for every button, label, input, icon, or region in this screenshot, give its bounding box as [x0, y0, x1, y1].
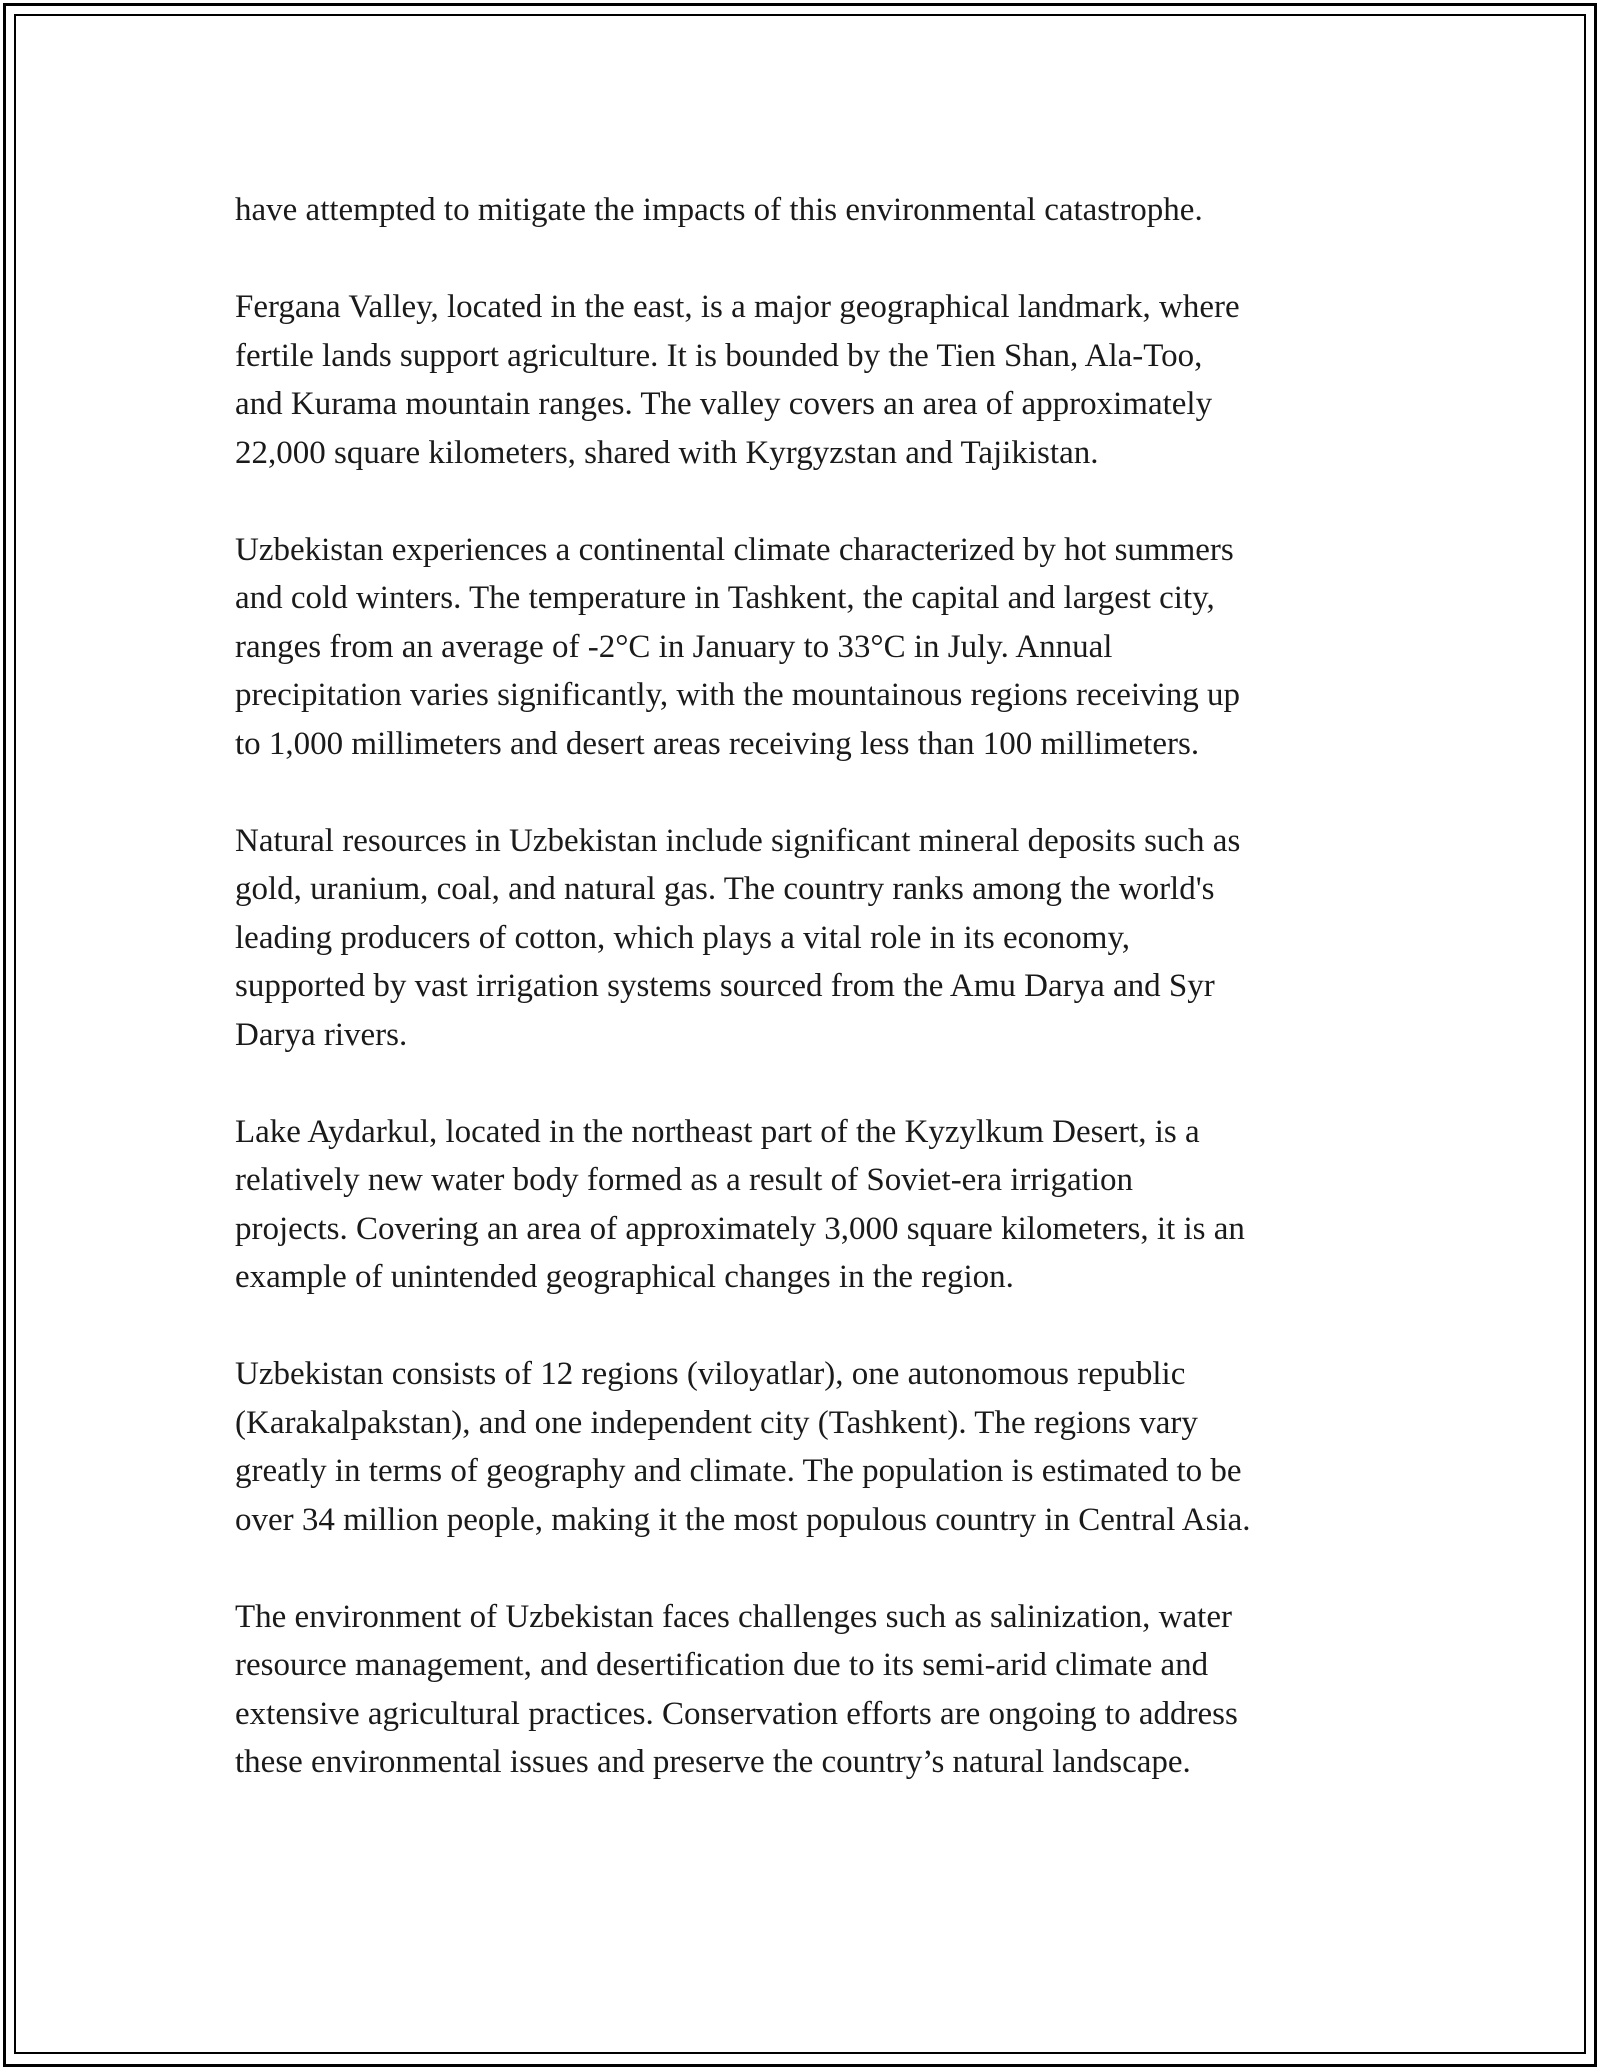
paragraph-climate: Uzbekistan experiences a continental climate characterized by hot summers and cold winters. The temperature in Tashkent, the capital and largest city, ranges from an average of -2°C in January to 33°C in July. Annual precipitation varies significantly, with the mountainous regions receiving up to 1,000 millimeters and desert areas receiving less than 100 millimeters.: [235, 531, 1241, 762]
paragraph-lake-aydarkul: Lake Aydarkul, located in the northeast part of the Kyzylkum Desert, is a relatively new water body formed as a result of Soviet-era irrigation projects. Covering an area of approximately 3,000 square kilometers, it is an example of unintended geographical changes in the region.: [235, 1113, 1245, 1295]
paragraph-natural-resources: Natural resources in Uzbekistan include significant mineral deposits such as gold, uranium, coal, and natural gas. The country ranks among the world's leading producers of cotton, which plays a vital role in its economy, supported by vast irrigation systems sourced from the Amu Darya and Syr Darya rivers.: [235, 822, 1241, 1053]
paragraph-administrative-divisions: Uzbekistan consists of 12 regions (viloyatlar), one autonomous republic (Karakalpakstan), and one independent city (Tashkent). The regions vary greatly in terms of geography and climate. The population is estimated to be over 34 million people, making it the most populous country in Central Asia.: [235, 1356, 1251, 1538]
paragraph-environment: The environment of Uzbekistan faces challenges such as salinization, water resource management, and desertification due to its semi-arid climate and extensive agricultural practices. Conservation efforts are ongoing to address these environmental issues and preserve the country’s natural landscape.: [235, 1598, 1238, 1780]
paragraph-continuation: have attempted to mitigate the impacts of this environmental catastrophe.: [235, 192, 1203, 228]
paragraph-fergana-valley: Fergana Valley, located in the east, is a major geographical landmark, where fertile lands support agriculture. It is bounded by the Tien Shan, Ala-Too, and Kurama mountain ranges. The valley covers an area of approximately 22,000 square kilometers, shared with Kyrgyzstan and Tajikistan.: [235, 289, 1240, 471]
document-body: [235, 186, 1395, 1835]
